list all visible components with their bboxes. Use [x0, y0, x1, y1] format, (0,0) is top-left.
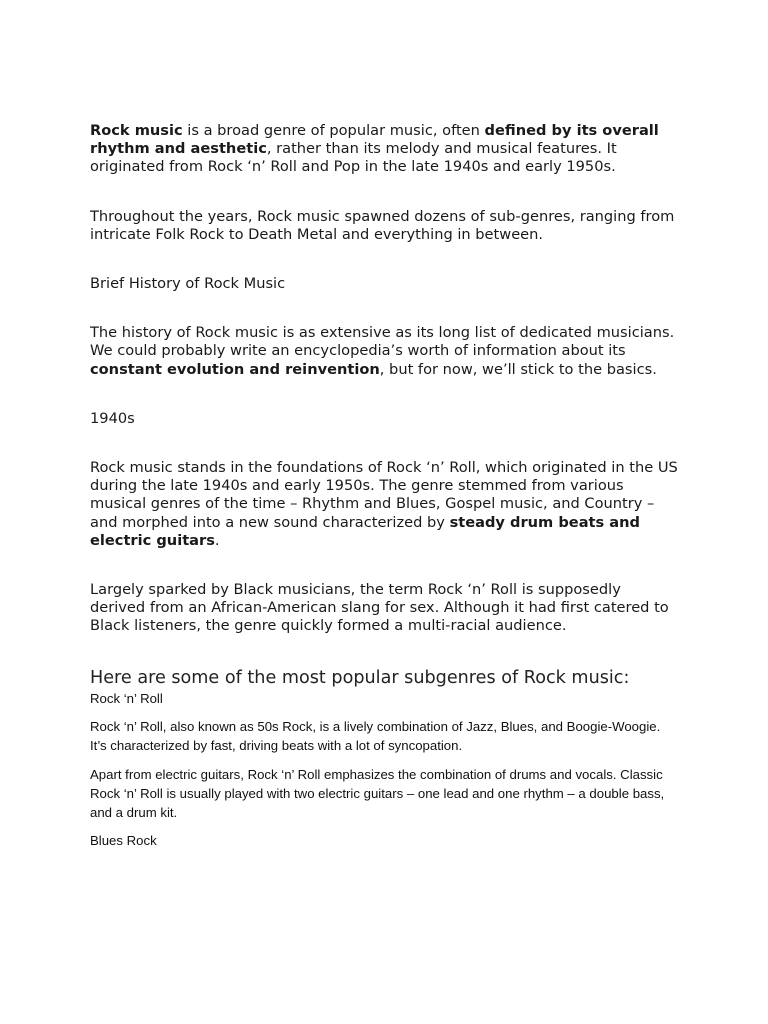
blues-rock-heading: Blues Rock [90, 833, 157, 849]
rock-n-roll-paragraph-1: Rock ‘n’ Roll, also known as 50s Rock, is a lively combination of Jazz, Blues, and Boogie-Woogie. It’s characterized by fast, driving beats with a lot of syncopation. [90, 719, 661, 754]
sparked-paragraph: Largely sparked by Black musicians, the term Rock ‘n’ Roll is supposedly derived from an African-American slang for sex. Although it had first catered to Black listeners, the genre quickly formed a multi-racial audience. [90, 581, 669, 635]
intro-paragraph [90, 122, 680, 177]
rock-n-roll-heading: Rock ‘n’ Roll [90, 690, 163, 706]
foundations-text-1: Rock music stands in the foundations of Rock ‘n’ Roll, which originated in the US during the late 1940s and early 1950s. The genre stemmed from various musical genres of the time – Rhythm and Blues, Gospel music, and Country – and morphed into a new sound characterized by [90, 459, 678, 531]
intro-text-1: is a broad genre of popular music, often [182, 122, 485, 139]
subgenres-paragraph: Throughout the years, Rock music spawned dozens of sub-genres, ranging from intricate Folk Rock to Death Metal and everything in between. [90, 207, 675, 243]
foundations-text-2: . [214, 531, 220, 549]
history-text-1: The history of Rock music is as extensive as its long list of dedicated musicians. We could probably write an encyclopedia’s worth of information about its [90, 324, 675, 360]
history-paragraph [90, 324, 680, 379]
foundations-bold-phrase: steady drum beats and electric guitars [90, 513, 640, 549]
document-body [90, 122, 680, 851]
history-bold-phrase: constant evolution and reinvention [90, 360, 380, 378]
intro-bold-phrase: defined by its overall rhythm and aesthetic [90, 122, 659, 158]
history-heading: Brief History of Rock Music [90, 275, 286, 293]
popular-subgenres-heading: Here are some of the most popular subgenres of Rock music: [90, 667, 630, 688]
decade-heading: 1940s [90, 409, 135, 427]
rock-n-roll-paragraph-2: Apart from electric guitars, Rock ‘n’ Roll emphasizes the combination of drums and vocals. Classic Rock ‘n’ Roll is usually played with two electric guitars – one lead and one rhythm – a double bass, and a drum kit. [90, 767, 665, 820]
foundations-paragraph [90, 459, 680, 550]
intro-bold-term: Rock music [90, 122, 183, 139]
intro-text-2: , rather than its melody and musical features. It originated from Rock ‘n’ Roll and Pop in the late 1940s and early 1950s. [90, 140, 617, 176]
history-text-2: , but for now, we’ll stick to the basics. [379, 360, 657, 378]
